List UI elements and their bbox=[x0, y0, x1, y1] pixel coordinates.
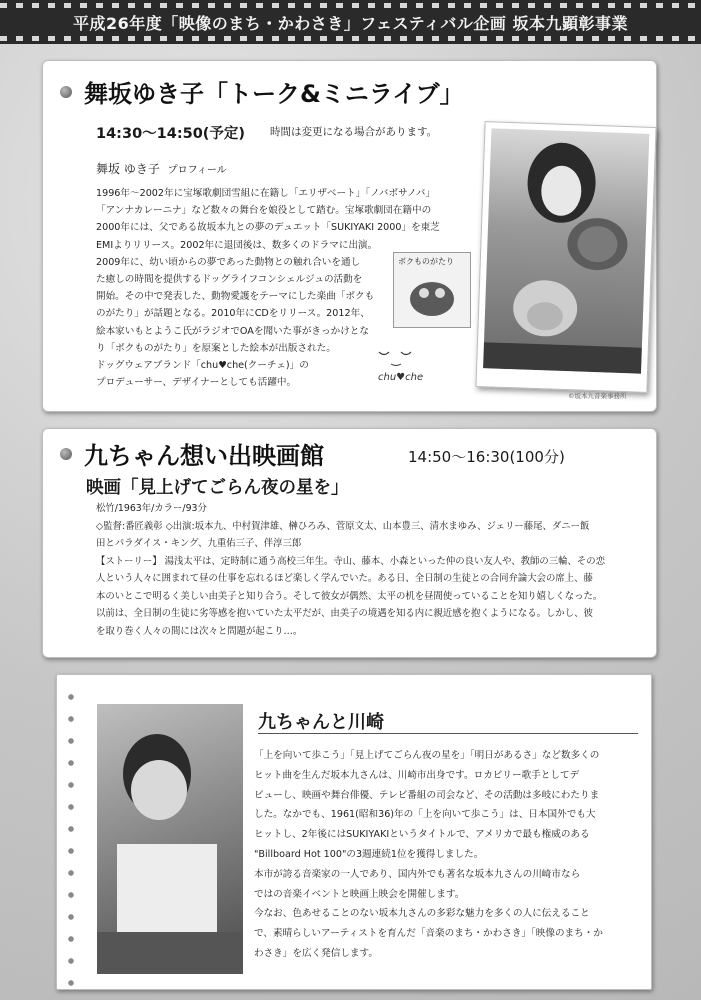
photo-frame bbox=[475, 121, 656, 393]
header-banner bbox=[0, 0, 701, 44]
bio-line: 絵本家いもとようこ氏がラジオでOAを聞いた事がきっかけとな bbox=[96, 325, 369, 337]
story-line: 【ストーリー】 湯浅太平は、定時制に通う高校三年生。寺山、藤本、小森といった仲の良い友人や、教師の三輪、その恋 bbox=[96, 555, 606, 567]
body-line: で、素晴らしいアーティストを育んだ「音楽のまち・かわさき」「映像のまち・か bbox=[254, 928, 603, 940]
movie-details bbox=[96, 500, 656, 640]
film-holes-bottom bbox=[0, 36, 701, 41]
movie-time: 14:50〜16:30(100分) bbox=[408, 448, 565, 466]
bio-line: り「ボクものがたり」を原案とした絵本が出版された。 bbox=[96, 342, 336, 354]
photo-credit: ©坂本九音楽事務所 bbox=[568, 392, 627, 400]
body-line: 今なお、色あせることのない坂本九さんの多彩な魅力を多くの人に伝えること bbox=[254, 908, 590, 920]
talk-time: 14:30〜14:50(予定) bbox=[96, 126, 246, 142]
body-line: "Billboard Hot 100"の3週連続1位を獲得しました。 bbox=[254, 848, 484, 860]
profile-suffix: プロフィール bbox=[167, 165, 227, 176]
body-line: 「上を向いて歩こう」「見上げてごらん夜の星を」「明日があるさ」など数多くの bbox=[254, 750, 600, 761]
bio-line: ドッグウェアブランド「chu♥che(クーチェ)」の bbox=[96, 360, 309, 372]
talk-title: 舞坂ゆき子「トーク&ミニライブ」 bbox=[84, 80, 464, 108]
story-line: 以前は、全日制の生徒に劣等感を抱いていた太平だが、由美子の境遇を知る内に親近感を抱くようになる。しかし、彼 bbox=[96, 608, 593, 619]
credits-line: ◇監督:番匠義彰 ◇出演:坂本九、中村賀津雄、榊ひろみ、菅原文太、山本豊三、清水まゆみ、ジェリー藤尾、ダニー飯 bbox=[96, 520, 590, 532]
story-line: を取り巻く人々の間には次々と問題が起こり…。 bbox=[96, 625, 303, 637]
dog-photo-image bbox=[483, 128, 649, 373]
header-title: 平成26年度「映像のまち・かわさき」フェスティバル企画 坂本九顕彰事業 bbox=[73, 14, 628, 33]
bio-line: EMIよりリリース。2002年に退団後は、数多くのドラマに出演。 bbox=[96, 239, 378, 251]
bio-line: 1996年〜2002年に宝塚歌劇団雪組に在籍し「エリザベート」「ノバボサノバ」 bbox=[96, 188, 436, 199]
credits-line: 田とパラダイス・キング、九重佑三子、伴淳三郎 bbox=[96, 538, 302, 549]
body-line: わさき」を広く発信します。 bbox=[254, 947, 378, 959]
movie-title: 九ちゃん想い出映画館 bbox=[84, 442, 324, 470]
bio-line: 開始。その中で発表した、動物愛護をテーマにした楽曲「ボクも bbox=[96, 291, 375, 303]
movie-subtitle: 映画「見上げてごらん夜の星を」 bbox=[86, 478, 349, 498]
bio-line: 2000年には、父である故坂本九との夢のデュエット「SUKIYAKI 2000」を東芝 bbox=[96, 222, 440, 234]
bullet-icon bbox=[60, 448, 72, 460]
film-holes-top bbox=[0, 3, 701, 8]
book-title: ボクものがたり bbox=[398, 257, 454, 266]
brand-logo: chu♥che bbox=[378, 372, 424, 383]
bio-line: た癒しの時間を提供するドッグライフコンシェルジュの活動を bbox=[96, 274, 363, 286]
body-line: ヒット曲を生んだ坂本九さんは、川崎市出身です。ロカビリー歌手としてデ bbox=[254, 769, 580, 781]
profile-heading bbox=[96, 160, 227, 177]
bio-line: 2009年に、幼い頃からの夢であった動物との触れ合いを通し bbox=[96, 256, 361, 268]
kyu-body bbox=[254, 746, 644, 964]
movie-meta: 松竹/1963年/カラー/93分 bbox=[96, 503, 207, 514]
body-line: した。なかでも、1961(昭和36)年の「上を向いて歩こう」は、日本国外でも大 bbox=[254, 809, 596, 821]
sakamoto-photo-image bbox=[97, 704, 243, 974]
title-divider bbox=[258, 733, 638, 734]
story-line: 人という人々に囲まれて昼の仕事を忘れるほど楽しく学んでいた。ある日、全日制の生徒との合同弁論大会の席上、藤 bbox=[96, 573, 593, 584]
talk-time-note: 時間は変更になる場合があります。 bbox=[270, 126, 438, 138]
portrait-illustration bbox=[483, 128, 649, 373]
body-line: ではの音楽イベントと映画上映会を開催します。 bbox=[254, 888, 465, 900]
bio-line: のがたり」が話題となる。2010年にCDをリリース。2012年、 bbox=[96, 308, 370, 320]
body-line: 本市が誇る音楽家の一人であり、国内外でも著名な坂本九さんの川崎市なら bbox=[254, 868, 581, 880]
bio-line: 「アンナカレーニナ」など数々の舞台を娘役として踏む。宝塚歌劇団在籍中の bbox=[96, 205, 432, 217]
profile-name: 舞坂 ゆき子 bbox=[96, 162, 160, 176]
notebook-spiral bbox=[66, 686, 76, 986]
story-line: 本のいとこで明るく美しい由美子と知り合う。そして彼女が偶然、太平の机を昼間使っていることを知り嬉しくなった。 bbox=[96, 590, 603, 602]
portrait-illustration bbox=[97, 704, 243, 974]
kyu-title: 九ちゃんと川崎 bbox=[258, 712, 384, 733]
book-cover-image bbox=[393, 252, 471, 328]
book-illustration bbox=[394, 253, 470, 327]
bio-line: プロデューサー、デザイナーとしても活躍中。 bbox=[96, 377, 297, 389]
bullet-icon bbox=[60, 86, 72, 98]
body-line: ビューし、映画や舞台俳優、テレビ番組の司会など、その活動は多岐にわたりま bbox=[254, 789, 600, 801]
body-line: ヒットし、2年後にはSUKIYAKIというタイトルで、アメリカで最も権威のある bbox=[254, 829, 590, 841]
